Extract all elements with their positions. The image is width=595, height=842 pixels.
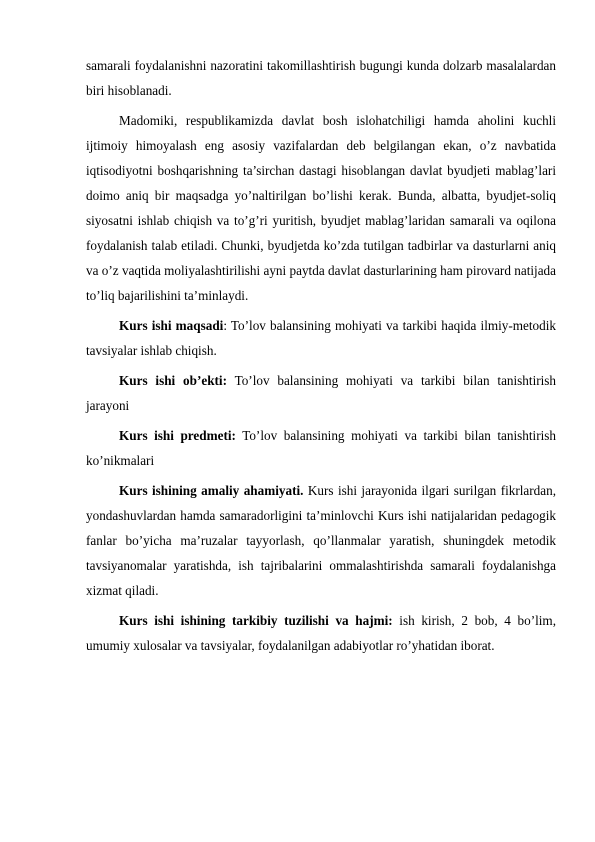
paragraph-text: To’lov balansining mohiyati va tarkibi bilan tanishtirish jarayoni [86, 373, 557, 413]
paragraph-label: Kurs ishi maqsadi [119, 318, 224, 333]
paragraph-text: : To’lov balansining mohiyati va tarkibi haqida ilmiy-metodik tavsiyalar ishlab chiqish. [86, 318, 556, 358]
paragraph-label: Kurs ishi predmeti: [119, 428, 236, 443]
paragraph-text: Kurs ishi jarayonida ilgari surilgan fikrlardan, yondashuvlardan hamda samaradorligini ta’minlovchi Kurs ishi natijalaridan pedagogik fanlar bo’yicha ma’ruzalar tayyorlash, qo’llanmalar yaratish, shuningdek metodik tavsiyanomalar yaratishda, ish tajribalarini ommalashtirishda samarali foydalanishga xizmat qiladi. [86, 483, 556, 598]
paragraph-label: Kurs ishi ob’ekti: [119, 373, 227, 388]
paragraph-text: samarali foydalanishni nazoratini takomillashtirish bugungi kunda dolzarb masalalardan biri hisoblanadi. [86, 58, 556, 98]
paragraph-label: Kurs ishi ishining tarkibiy tuzilishi va hajmi: [119, 613, 393, 628]
paragraph-text: ish kirish, 2 bob, 4 bo’lim, umumiy xulosalar va tavsiyalar, foydalanilgan adabiyotlar ro’yhatidan iborat. [86, 613, 556, 653]
paragraph-goal [86, 313, 556, 363]
paragraph-text: Madomiki, respublikamizda davlat bosh islohatchiligi hamda aholini kuchli ijtimoiy himoyalash eng asosiy vazifalardan deb belgilangan ekan, o’z navbatida iqtisodiyotni boshqarishning ta’sirchan dastagi hisoblangan davlat byudjeti mablag’lari doimo aniq bir maqsadga yo’naltirilgan bo’lishi kerak. Bunda, albatta, byudjet-soliq siyosatni ishlab chiqish va to’g’ri yuritish, byudjet mablag’laridan samarali va oqilona foydalanish talab etiladi. Chunki, byudjetda ko’zda tutilgan tadbirlar va dasturlarni aniq va o’z vaqtida moliyalashtirilishi ayni paytda davlat dasturlarining ham pirovard natijada to’liq bajarilishini ta’minlaydi. [86, 113, 556, 303]
paragraph-budget [86, 108, 556, 308]
paragraph-structure [86, 608, 556, 658]
paragraph-text: To’lov balansining mohiyati va tarkibi bilan tanishtirish ko’nikmalari [86, 428, 556, 468]
paragraph-label: Kurs ishining amaliy ahamiyati. [119, 483, 304, 498]
paragraph-subject [86, 423, 556, 473]
document-body [86, 53, 556, 663]
paragraph-object [86, 368, 556, 418]
paragraph-practical-significance [86, 478, 556, 603]
paragraph-intro-continuation [86, 53, 556, 103]
